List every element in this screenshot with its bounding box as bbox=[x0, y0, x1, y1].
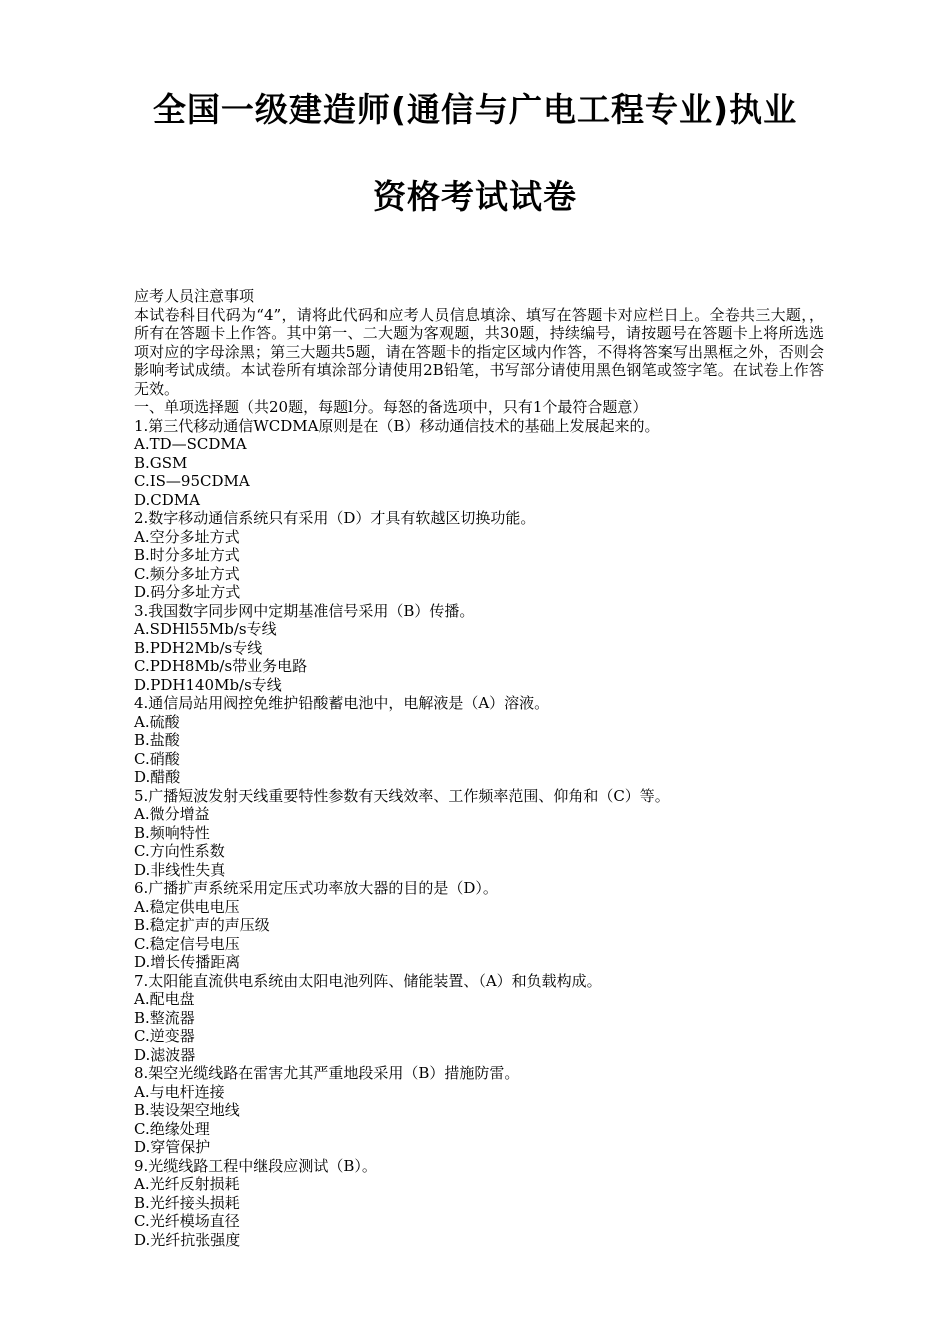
question-block bbox=[134, 509, 824, 602]
question-option: A.硫酸 bbox=[134, 712, 180, 731]
question-block bbox=[134, 417, 824, 510]
question-option: B.稳定扩声的声压级 bbox=[134, 916, 270, 934]
question-list bbox=[134, 417, 824, 1250]
document-title-line-2: 资格考试试卷 bbox=[373, 177, 577, 216]
question-option: B.频响特性 bbox=[134, 823, 210, 842]
question-option: C.绝缘处理 bbox=[134, 1119, 210, 1138]
question-option: A.微分增益 bbox=[134, 805, 210, 823]
question-option: D.PDH140Mb/s专线 bbox=[134, 675, 282, 694]
question-stem: 2.数字移动通信系统只有采用（D）才具有软越区切换功能。 bbox=[134, 509, 536, 527]
question-option: A.SDHl55Mb/s专线 bbox=[134, 620, 277, 638]
question-option: C.PDH8Mb/s带业务电路 bbox=[134, 657, 308, 675]
question-option: B.PDH2Mb/s专线 bbox=[134, 638, 263, 657]
question-option: A.与电杆连接 bbox=[134, 1082, 225, 1101]
question-stem: 8.架空光缆线路在雷害尤其严重地段采用（B）措施防雷。 bbox=[134, 1064, 520, 1082]
question-stem: 5.广播短波发射天线重要特性参数有天线效率、工作频率范围、仰角和（C）等。 bbox=[134, 786, 670, 805]
question-stem: 1.第三代移动通信WCDMA原则是在（B）移动通信技术的基础上发展起来的。 bbox=[134, 416, 660, 435]
question-stem: 9.光缆线路工程中继段应测试（B）。 bbox=[134, 1156, 377, 1175]
question-stem: 4.通信局站用阀控免维护铅酸蓄电池中，电解液是（A）溶液。 bbox=[134, 694, 550, 712]
question-option: B.光纤接头损耗 bbox=[134, 1193, 240, 1212]
question-option: C.光纤模场直径 bbox=[134, 1212, 240, 1230]
document-title-line-1: 全国一级建造师(通信与广电工程专业)执业 bbox=[152, 90, 798, 129]
question-option: A.TD—SCDMA bbox=[134, 435, 247, 453]
question-option: C.硝酸 bbox=[134, 749, 180, 768]
question-option: C.方向性系数 bbox=[134, 842, 225, 860]
document-body bbox=[134, 287, 824, 1249]
question-stem: 7.太阳能直流供电系统由太阳电池列阵、储能装置、（A）和负载构成。 bbox=[134, 971, 602, 990]
question-block bbox=[134, 972, 824, 1065]
question-option: B.盐酸 bbox=[134, 731, 180, 749]
question-block bbox=[134, 879, 824, 972]
notice-heading: 应考人员注意事项 bbox=[134, 287, 255, 305]
question-block bbox=[134, 602, 824, 695]
question-option: A.配电盘 bbox=[134, 990, 195, 1008]
question-option: B.时分多址方式 bbox=[134, 546, 240, 564]
question-block bbox=[134, 1157, 824, 1250]
notice-text: 本试卷科目代码为“4”，请将此代码和应考人员信息填涂、填写在答题卡对应栏日上。全卷共三大题，，所有在答题卡上作答。其中第一、二大题为客观题，共30题，持续编号，请按题号在答题卡上将所选选项对应的字母涂黑；第三大题共5题，请在答题卡的指定区域内作答，不得将答案写出黑框之外，否则会影响考试成绩。本试卷所有填涂部分请使用2B铅笔，书写部分请使用黑色钢笔或签字笔。在试卷上作答无效。 bbox=[134, 305, 824, 398]
question-option: D.光纤抗张强度 bbox=[134, 1230, 241, 1249]
question-option: D.CDMA bbox=[134, 490, 200, 509]
question-option: D.非线性失真 bbox=[134, 860, 226, 879]
question-stem: 3.我国数字同步网中定期基准信号采用（B）传播。 bbox=[134, 601, 475, 620]
question-block bbox=[134, 694, 824, 787]
question-option: A.空分多址方式 bbox=[134, 527, 240, 546]
question-option: A.光纤反射损耗 bbox=[134, 1175, 240, 1193]
question-option: C.IS—95CDMA bbox=[134, 472, 250, 490]
section-heading: 一、单项选择题（共20题，每题l分。每怒的备选项中，只有1个最符合题意） bbox=[134, 398, 648, 416]
question-option: C.逆变器 bbox=[134, 1027, 195, 1045]
question-option: B.GSM bbox=[134, 453, 188, 472]
question-option: B.整流器 bbox=[134, 1008, 195, 1027]
question-option: A.稳定供电电压 bbox=[134, 897, 240, 916]
question-option: D.穿管保护 bbox=[134, 1138, 211, 1156]
question-option: C.频分多址方式 bbox=[134, 564, 240, 583]
question-stem: 6.广播扩声系统采用定压式功率放大器的目的是（D）。 bbox=[134, 879, 498, 897]
question-block bbox=[134, 1064, 824, 1157]
question-option: D.滤波器 bbox=[134, 1045, 196, 1064]
question-option: C.稳定信号电压 bbox=[134, 934, 240, 953]
question-option: B.装设架空地线 bbox=[134, 1101, 240, 1119]
question-option: D.码分多址方式 bbox=[134, 583, 241, 601]
question-option: D.增长传播距离 bbox=[134, 953, 241, 971]
question-block bbox=[134, 787, 824, 880]
question-option: D.醋酸 bbox=[134, 768, 181, 786]
